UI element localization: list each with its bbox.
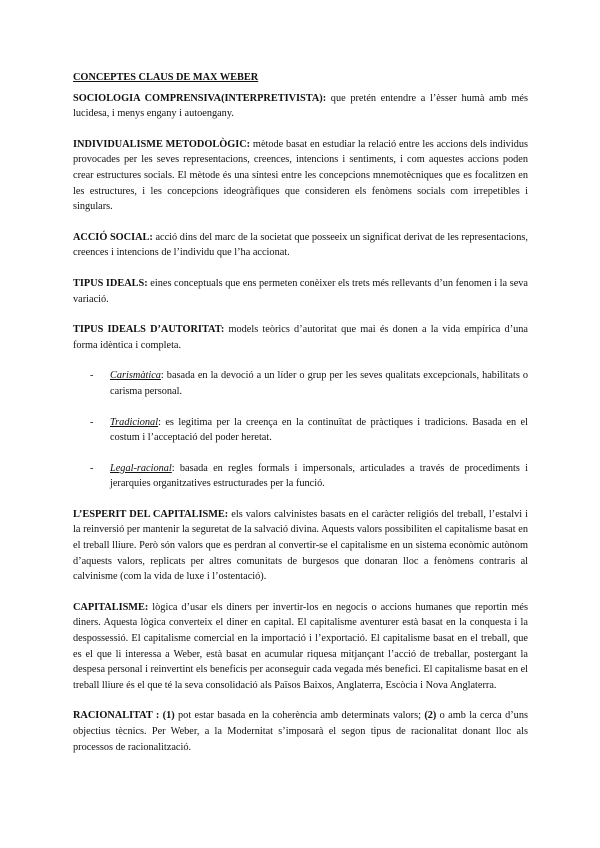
enumeration-marker: (1): [162, 710, 175, 722]
document-title: CONCEPTES CLAUS DE MAX WEBER: [73, 72, 259, 83]
list-bullet: -: [90, 462, 94, 474]
term-definition: eines conceptuals que ens permeten conèixer els trets més rellevants d’un fenomen i la seva variació.: [73, 277, 528, 305]
term-definition: acció dins del marc de la societat que posseeix un significat derivat de les representacions, creences i intencions de l’individu que l’ha accionat.: [73, 231, 528, 259]
list-item-label: Carismàtica: [110, 370, 161, 382]
term-definition: que pretén entendre a l’èsser humà amb més lucidesa, i menys engany i autoengany.: [73, 92, 528, 120]
list-item-label: Legal-racional: [110, 462, 172, 474]
list-item-text: : basada en la devoció a un líder o grup per les seves qualitats excepcionals, habilitats o carisma personal.: [110, 370, 528, 397]
paragraph-capitalisme: [73, 600, 528, 694]
term-heading: ACCIÓ SOCIAL:: [73, 231, 153, 243]
paragraph-individualisme-metodologic: [73, 137, 528, 215]
term-heading: INDIVIDUALISME METODOLÒGIC:: [73, 138, 251, 150]
term-heading: SOCIOLOGIA COMPRENSIVA(INTERPRETIVISTA):: [73, 92, 327, 104]
list-item-label: Tradicional: [110, 416, 159, 428]
list-bullet: -: [90, 416, 94, 428]
list-item-legal-racional: [73, 461, 528, 492]
term-definition: o amb la cerca d’uns objectius tècnics. Per Weber, a la Modernitat s’imposarà el segon tipus de racionalitat donant lloc als processos de racionalització.: [73, 710, 528, 753]
term-definition: models teòrics d’autoritat que mai és donen a la vida empírica d’una forma idèntica i completa.: [73, 324, 529, 351]
list-item-tradicional: [73, 415, 528, 446]
term-definition: lògica d’usar els diners per invertir-los en negocis o accions humanes que reportin més diners. Aquesta lògica converteix el diner en capital. El capitalisme aventurer està basat en la conquesta i la despossessió. El capitalisme comercial en la importació i l’exportació. El capitalisme basat en el treball, que es el que li interessa a Weber, està basat en acumular riquesa mitjançant l’acció de treballar, postergant la despesa personal i reinvertint els beneficis per aconseguir cada vegada més benefici. El capitalisme basat en el treball lliure és el que té la seva consolidació als Països Baixos, Anglaterra, Escòcia i Nova Anglaterra.: [73, 601, 528, 691]
paragraph-racionalitat: [73, 708, 528, 755]
term-definition: pot estar basada en la coherència amb determinats valors;: [174, 710, 425, 722]
term-heading: TIPUS IDEALS:: [73, 277, 148, 289]
paragraph-accio-social: [73, 230, 528, 261]
paragraph-sociologia-comprensiva: [73, 91, 528, 122]
term-heading: RACIONALITAT :: [73, 710, 160, 722]
document-page: [73, 70, 528, 770]
paragraph-esperit-capitalisme: [73, 507, 528, 585]
term-definition: mètode basat en estudiar la relació entre les accions dels individus provocades per les seves representacions, creences, intencions i sentiments, i com aquestes accions poden crear estructures socials. El mètode és una síntesi entre les concepcions mnemotècniques que es focalitzen en les estructures, i les concepcions ideogràfiques que consideren els fenòmens socials com irrepetibles i singulars.: [73, 138, 528, 213]
paragraph-tipus-ideals: [73, 276, 528, 307]
term-heading: CAPITALISME:: [73, 601, 149, 613]
authority-types-list: [73, 368, 528, 492]
list-item-carismatica: [73, 368, 528, 399]
paragraph-tipus-ideals-autoritat: [73, 322, 528, 353]
enumeration-marker: (2): [424, 710, 437, 722]
term-heading: L’ESPERIT DEL CAPITALISME:: [73, 508, 229, 520]
list-bullet: -: [90, 370, 94, 382]
list-item-text: : es legitima per la creença en la continuïtat de pràctiques i tradicions. Basada en el costum i l’acceptació del poder heretat.: [110, 416, 528, 444]
term-definition: els valors calvinistes basats en el caràcter religiós del treball, l’estalvi i la reinversió per mantenir la seguretat de la salvació divina. Aquests valors possibiliten el capitalisme basat en el treball lliure. Però són valors que es perdran al convertir-se el capitalisme en un sistema econòmic autònom d’aquests valors, replicats per altres comunitats de burgesos que donaran lloc a fenòmens contraris al calvinisme (com la vida de luxe i l’ostentació).: [73, 508, 528, 583]
term-heading: TIPUS IDEALS D’AUTORITAT:: [73, 324, 225, 336]
list-item-text: : basada en regles formals i impersonals, articulades a través de procediments i jerarquies organitzatives estructurades per la funció.: [110, 462, 528, 490]
